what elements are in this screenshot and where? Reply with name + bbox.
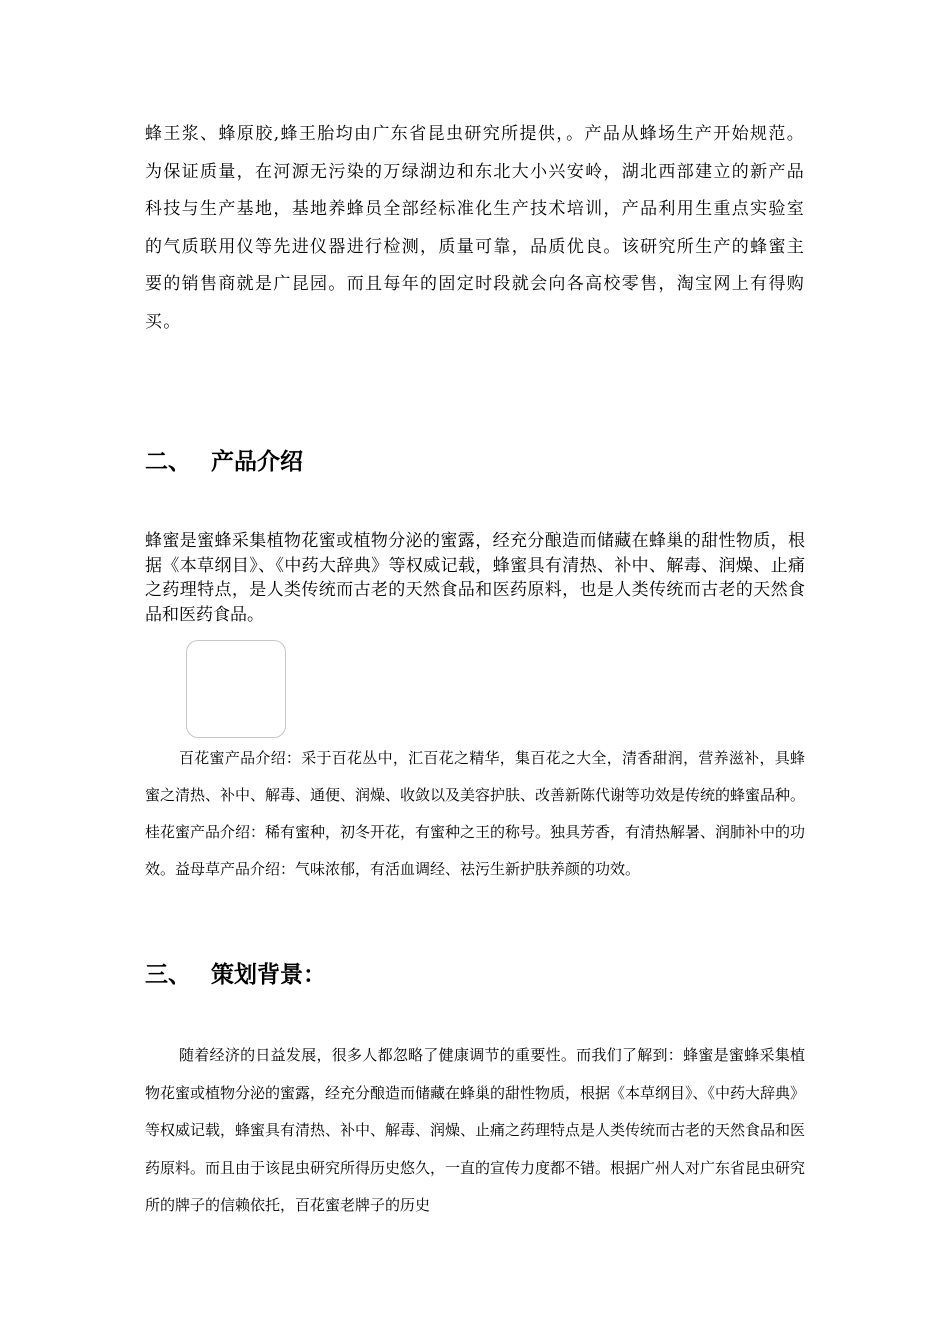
section-three-heading: [145, 960, 326, 990]
product-image-placeholder: [186, 640, 286, 738]
product-intro-paragraph: 蜂蜜是蜜蜂采集植物花蜜或植物分泌的蜜露，经充分酿造而储藏在蜂巢的甜性物质，根据《本草纲目》、《中药大辞典》等权威记载，蜂蜜具有清热、补中、解毒、润燥、止痛之药理特点，是人类传统而古老的天然食品和医药原料，也是人类传统而古老的天然食品和医药食品。: [145, 531, 805, 625]
section-two-number: 二、: [145, 449, 191, 475]
section-three-number: 三、: [145, 962, 191, 988]
product-varieties-paragraph: 百花蜜产品介绍：采于百花丛中，汇百花之精华，集百花之大全，清香甜润，营养滋补，具蜂蜜之清热、补中、解毒、通便、润燥、收敛以及美容护肤、改善新陈代谢等功效是传统的蜂蜜品种。桂花蜜产品介绍：稀有蜜种，初冬开花，有蜜种之王的称号。独具芳香，有清热解暑、润肺补中的功效。益母草产品介绍：气味浓郁，有活血调经、祛污生新护肤养颜的功效。: [145, 749, 806, 878]
section-three-title: 策划背景：: [211, 962, 326, 988]
section-two-title: 产品介绍: [211, 449, 303, 475]
planning-background-paragraph: 随着经济的日益发展，很多人都忽略了健康调节的重要性。而我们了解到：蜂蜜是蜜蜂采集植物花蜜或植物分泌的蜜露，经充分酿造而储藏在蜂巢的甜性物质，根据《本草纲目》、《中药大辞典》等权威记载，蜂蜜具有清热、补中、解毒、润燥、止痛之药理特点是人类传统而古老的天然食品和医药原料。而且由于该昆虫研究所得历史悠久，一直的宣传力度都不错。根据广州人对广东省昆虫研究所的牌子的信赖依托，百花蜜老牌子的历史: [145, 1046, 806, 1214]
section-two-heading: [145, 447, 303, 477]
intro-paragraph: 蜂王浆、蜂原胶,蜂王胎均由广东省昆虫研究所提供，。产品从蜂场生产开始规范。为保证质量，在河源无污染的万绿湖边和东北大小兴安岭，湖北西部建立的新产品科技与生产基地，基地养蜂员全部经标准化生产技术培训，产品利用生重点实验室的气质联用仪等先进仪器进行检测，质量可靠，品质优良。该研究所生产的蜂蜜主要的销售商就是广昆园。而且每年的固定时段就会向各高校零售，淘宝网上有得购买。: [145, 124, 805, 332]
